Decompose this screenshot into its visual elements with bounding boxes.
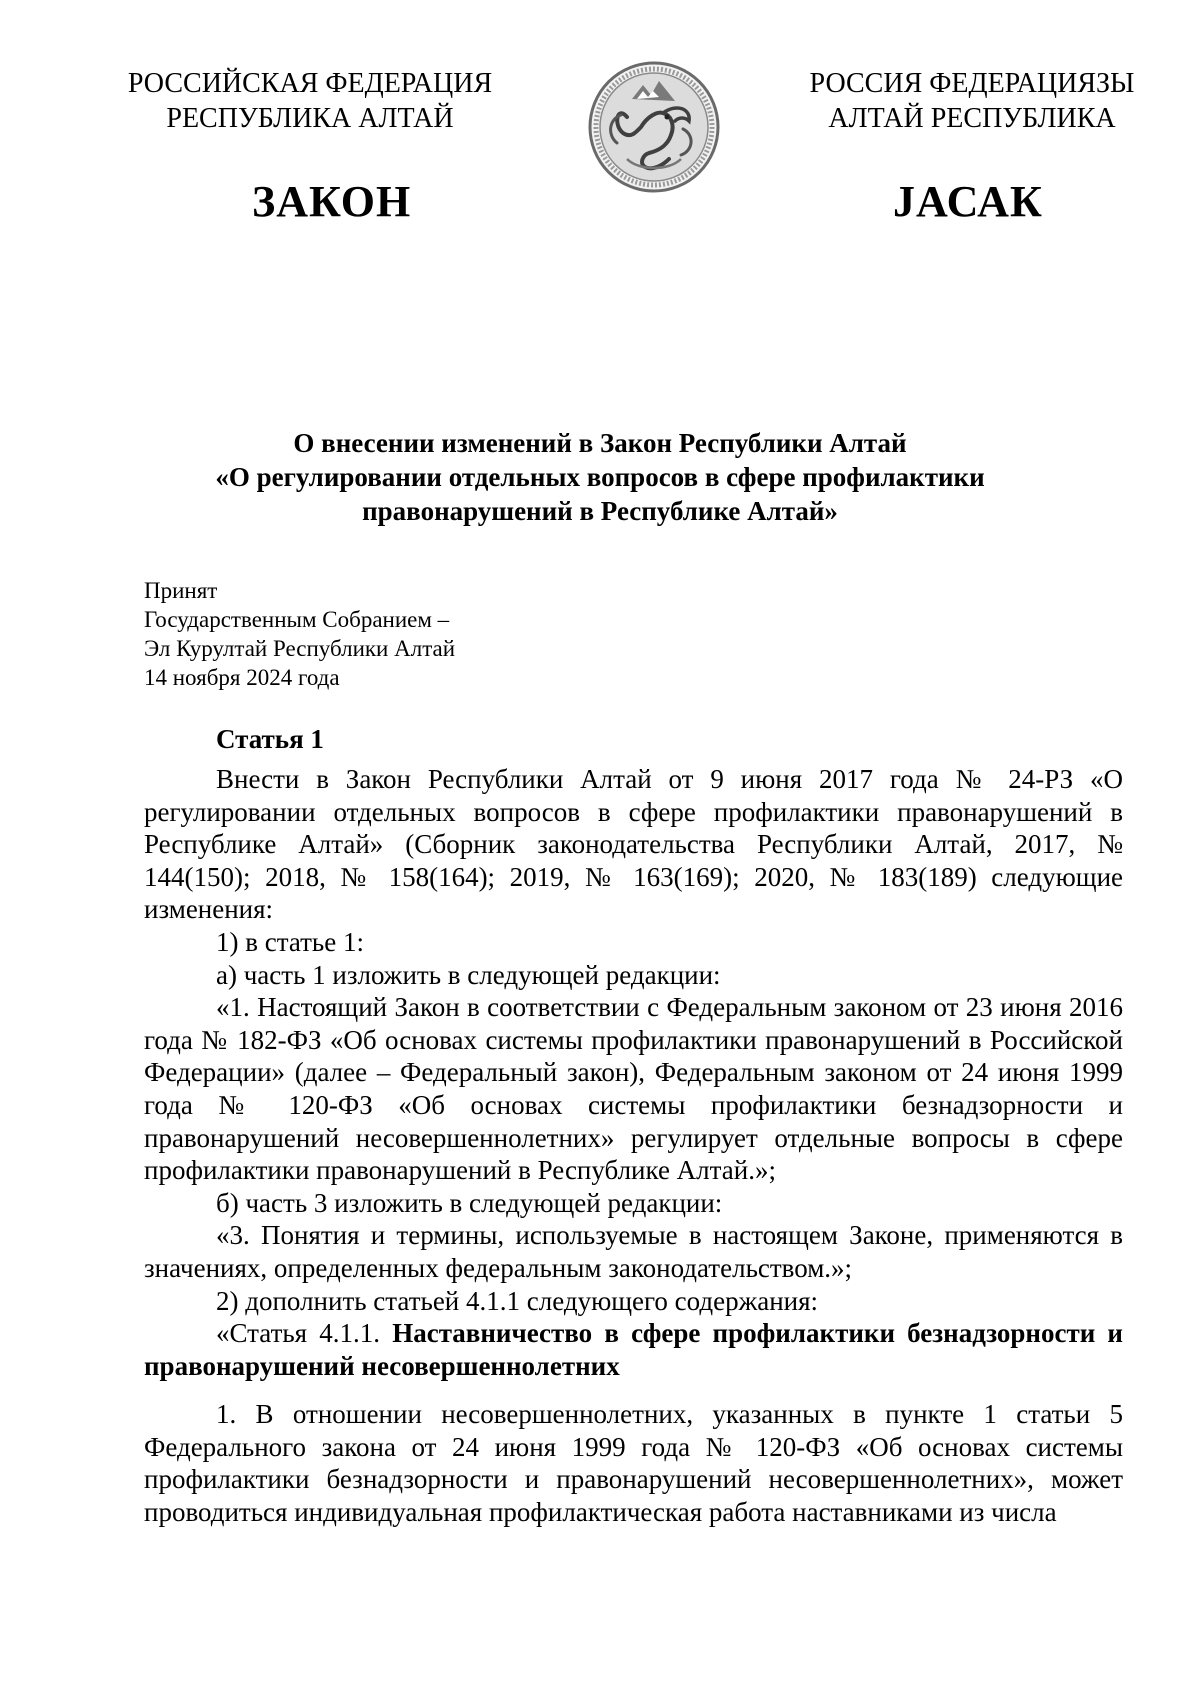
item-1b: б) часть 3 изложить в следующей редакции:: [216, 1187, 723, 1218]
item-1a: а) часть 1 изложить в следующей редакции:: [216, 959, 721, 990]
republic-altai-emblem-icon: [587, 55, 721, 207]
quote-part-3: «3. Понятия и термины, используемые в настоящем Законе, применяются в значениях, определенных федеральным законодательством.»;: [144, 1220, 1123, 1283]
header-right-line2: АЛТАЙ РЕСПУБЛИКА: [828, 103, 1116, 134]
new-article-prefix: «Статья 4.1.1.: [216, 1318, 393, 1349]
item-1: 1) в статье 1:: [216, 926, 364, 957]
header-left-line2: РЕСПУБЛИКА АЛТАЙ: [166, 103, 454, 134]
new-article-title: Наставничество в сфере профилактики безнадзорности и правонарушений несовершеннолетних: [144, 1318, 1123, 1381]
header-left: [110, 66, 510, 136]
item-2: 2) дополнить статьей 4.1.1 следующего содержания:: [216, 1285, 819, 1316]
adoption-note: [144, 576, 455, 692]
law-title-line2: «О регулировании отдельных вопросов в сфере профилактики: [215, 462, 985, 492]
header-right: [782, 66, 1162, 136]
article-heading: Статья 1: [216, 724, 324, 754]
law-title-altai: ЈАСАК: [893, 177, 1043, 226]
law-title-line3: правонарушений в Республике Алтай»: [362, 496, 838, 526]
new-article-heading: [144, 1317, 1123, 1382]
new-article-paragraph-1: 1. В отношении несовершеннолетних, указанных в пункте 1 статьи 5 Федерального закона от 24 июня 1999 года № 120-ФЗ «Об основах системы профилактики безнадзорности и правонарушений несовершеннолетних», может проводиться индивидуальная профилактическая работа наставниками из числа: [144, 1399, 1123, 1528]
quote-part-1: «1. Настоящий Закон в соответствии с Федеральным законом от 23 июня 2016 года № 182-ФЗ «Об основах системы профилактики правонарушений в Российской Федерации» (далее – Федеральный закон), Федеральным законом от 24 июня 1999 года № 120-ФЗ «Об основах системы профилактики безнадзорности и правонарушений несовершеннолетних» регулирует отдельные вопросы в сфере профилактики правонарушений в Республике Алтай.»;: [144, 992, 1123, 1186]
law-title-russian: ЗАКОН: [252, 177, 412, 226]
adoption-date: 14 ноября 2024 года: [144, 665, 340, 690]
law-title-line1: О внесении изменений в Закон Республики Алтай: [293, 428, 907, 458]
law-title: [140, 426, 1060, 528]
article-body: [144, 763, 1123, 1529]
adoption-line2: Государственным Собранием –: [144, 607, 450, 632]
article-intro: Внести в Закон Республики Алтай от 9 июня 2017 года № 24-РЗ «О регулировании отдельных вопросов в сфере профилактики правонарушений в Республике Алтай» (Сборник законодательства Республики Алтай, 2017, № 144(150); 2018, № 158(164); 2019, № 163(169); 2020, № 183(189) следующие изменения:: [144, 764, 1123, 925]
adoption-line1: Принят: [144, 578, 218, 603]
adoption-line3: Эл Курултай Республики Алтай: [144, 636, 456, 661]
header-right-line1: РОССИЯ ФЕДЕРАЦИЯЗЫ: [809, 68, 1135, 99]
header-left-line1: РОССИЙСКАЯ ФЕДЕРАЦИЯ: [127, 68, 493, 99]
